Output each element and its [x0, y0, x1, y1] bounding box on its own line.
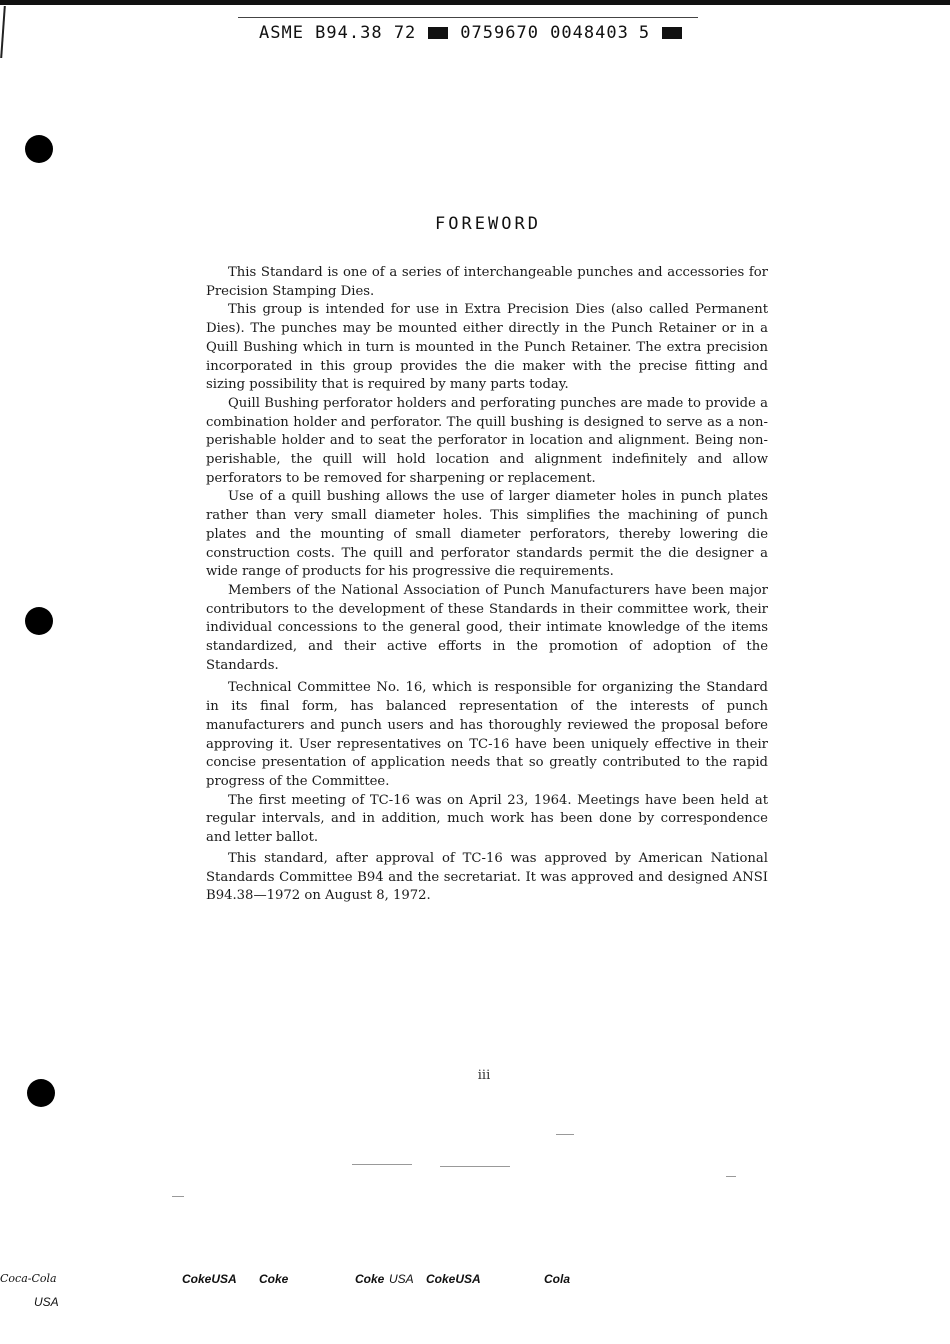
watermark-text: Coke [355, 1272, 385, 1286]
watermark-text: USA [389, 1272, 414, 1286]
scan-speckle [352, 1164, 412, 1165]
black-block-mark [662, 27, 682, 39]
paragraph: Technical Committee No. 16, which is responsible for organizing the Standard in its final form, has balanced representation of the interests of punch manufacturers and punch users and has thoroughly reviewed the proposal before approving it. User representatives on TC-16 have been uniquely effective in their concise presentation of application needs that so greatly contributed to the rapid progress of the Committee. [206, 680, 768, 789]
scan-speckle [172, 1196, 184, 1197]
watermark-text: USA [34, 1295, 59, 1309]
watermark-text: CokeUSA [426, 1272, 481, 1286]
black-block-mark [428, 27, 448, 39]
scan-speckle [440, 1166, 510, 1167]
paragraph: Quill Bushing perforator holders and perforating punches are made to provide a combination holder and perforator. The quill bushing is designed to serve as a non-perishable holder and to seat the perforator in location and alignment. Being non-perishable, the quill will hold location and alignment indefinitely and allow perforators to be removed for sharpening or replacement. [206, 395, 768, 486]
foreword-body [206, 264, 768, 906]
paragraph: The first meeting of TC-16 was on April 23, 1964. Meetings have been held at regular intervals, and in addition, much work has been done by correspondence and letter ballot. [206, 792, 768, 846]
document-code-header [259, 22, 682, 44]
scan-edge-mark [0, 6, 6, 58]
paragraph: This Standard is one of a series of interchangeable punches and accessories for Precision Stamping Dies. [206, 265, 768, 299]
catalog-check-digit: 5 [638, 23, 651, 43]
paragraph: This standard, after approval of TC-16 was approved by American National Standards Committee B94 and the secretariat. It was approved and designed ANSI B94.38—1972 on August 8, 1972. [206, 850, 768, 904]
scan-speckle [556, 1134, 574, 1135]
paragraph: Members of the National Association of Punch Manufacturers have been major contributors to the development of these Standards in their committee work, their individual concessions to the general good, their intimate knowledge of the items standardized, and their active efforts in the promotion of adoption of the Standards. [206, 582, 768, 673]
paragraph: This group is intended for use in Extra Precision Dies (also called Permanent Dies). The punches may be mounted either directly in the Punch Retainer or in a Quill Bushing which in turn is mounted in the Punch Retainer. The extra precision incorporated in this group provides the die maker with the precise fitting and sizing possibility that is required by many parts today. [206, 302, 768, 393]
header-rule [238, 17, 698, 18]
scan-speckle [726, 1176, 736, 1177]
page-title: FOREWORD [435, 214, 541, 234]
top-edge-rule [0, 0, 950, 5]
watermark-text: Coca-Cola [0, 1272, 57, 1285]
watermark-text: Coke [259, 1272, 289, 1286]
watermark-text: Cola [544, 1272, 571, 1286]
catalog-number: 0759670 0048403 [460, 23, 629, 43]
standard-code: ASME B94.38 72 [259, 23, 417, 43]
watermark-text: CokeUSA [182, 1272, 237, 1286]
paragraph: Use of a quill bushing allows the use of larger diameter holes in punch plates rather than very small diameter holes. This simplifies the machining of punch plates and the mounting of small diameter perforators, thereby lowering die construction costs. The quill and perforator standards permit the die designer a wide range of products for his progressive die requirements. [206, 489, 768, 580]
binder-hole [25, 135, 53, 163]
binder-hole [25, 607, 53, 635]
scan-watermark-strip [0, 1270, 950, 1310]
page-number: iii [477, 1068, 491, 1083]
binder-hole [27, 1079, 55, 1107]
